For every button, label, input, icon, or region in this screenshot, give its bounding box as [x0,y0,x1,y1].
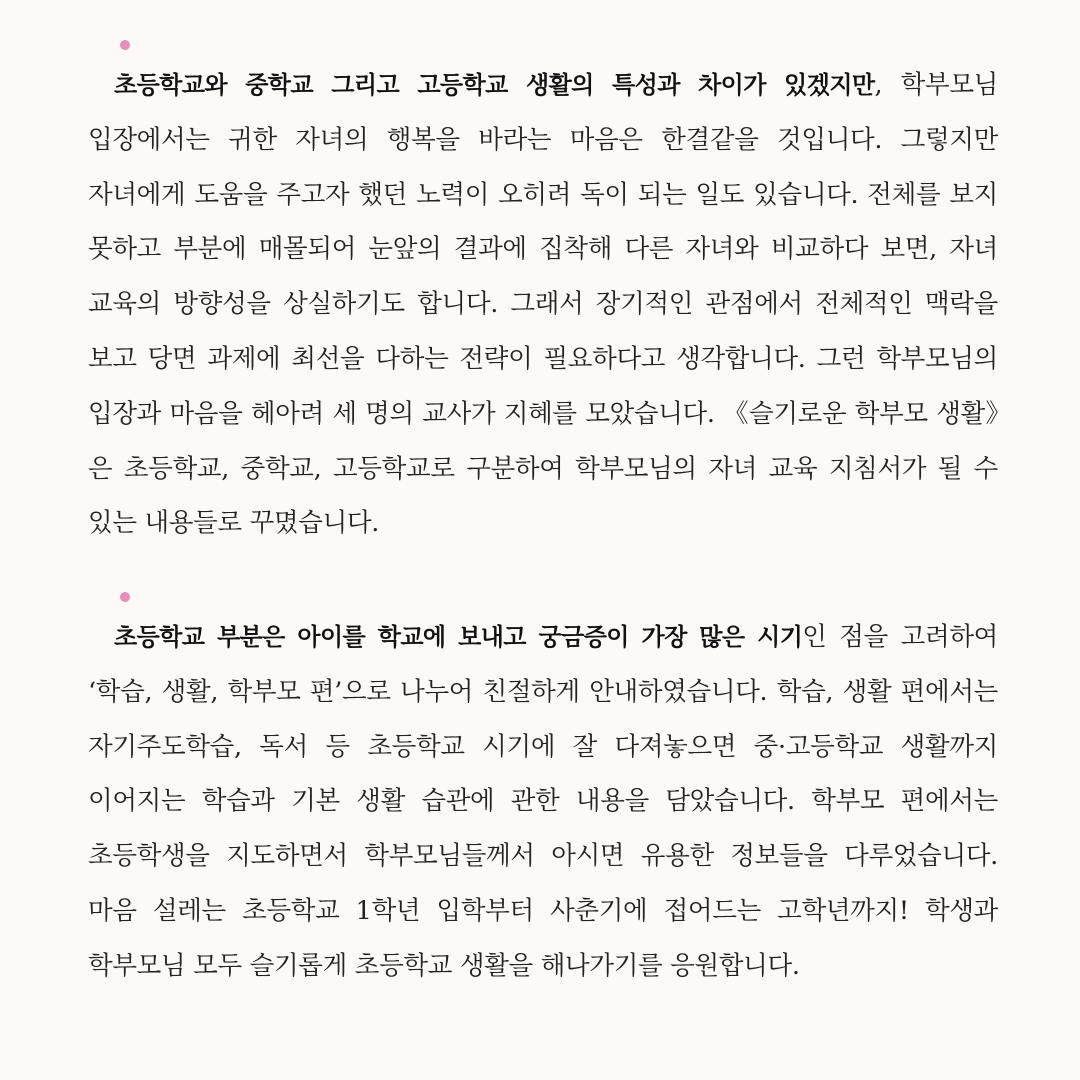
paragraph-lead-bold: 초등학교와 중학교 그리고 고등학교 생활의 특성과 차이가 있겠지만 [114,71,875,99]
pink-dot-bullet [120,592,130,602]
intro-section-elementary [88,592,998,994]
paragraph-body: 인 점을 고려하여 ‘학습, 생활, 학부모 편’으로 나누어 친절하게 안내하였습니다. 학습, 생활 편에서는 자기주도학습, 독서 등 초등학교 시기에 잘 다져놓으면 중·고등학교 생활까지 이어지는 학습과 기본 생활 습관에 관한 내용을 담았습니다. 학부모 편에서는 초등학생을 지도하면서 학부모님들께서 아시면 유용한 정보들을 다루었습니다. 마음 설레는 초등학교 1학년 입학부터 사춘기에 접어드는 고학년까지! 학생과 학부모님 모두 슬기롭게 초등학교 생활을 해나가기를 응원합니다. [88,622,998,981]
paragraph-lead-bold: 초등학교 부분은 아이를 학교에 보내고 궁금증이 가장 많은 시기 [114,623,803,651]
pink-dot-bullet [120,40,130,50]
intro-section-general [88,40,998,551]
paragraph-body: , 학부모님 입장에서는 귀한 자녀의 행복을 바라는 마음은 한결같을 것입니다. 그렇지만 자녀에게 도움을 주고자 했던 노력이 오히려 독이 되는 일도 있습니다. 전체를 보지 못하고 부분에 매몰되어 눈앞의 결과에 집착해 다른 자녀와 비교하다 보면, 자녀 교육의 방향성을 상실하기도 합니다. 그래서 장기적인 관점에서 전체적인 맥락을 보고 당면 과제에 최선을 다하는 전략이 필요하다고 생각합니다. 그런 학부모님의 입장과 마음을 헤아려 세 명의 교사가 지혜를 모았습니다. 《슬기로운 학부모 생활》은 초등학교, 중학교, 고등학교로 구분하여 학부모님의 자녀 교육 지침서가 될 수 있는 내용들로 꾸몄습니다. [88,70,998,539]
paragraph [88,592,998,994]
paragraph [88,40,998,551]
